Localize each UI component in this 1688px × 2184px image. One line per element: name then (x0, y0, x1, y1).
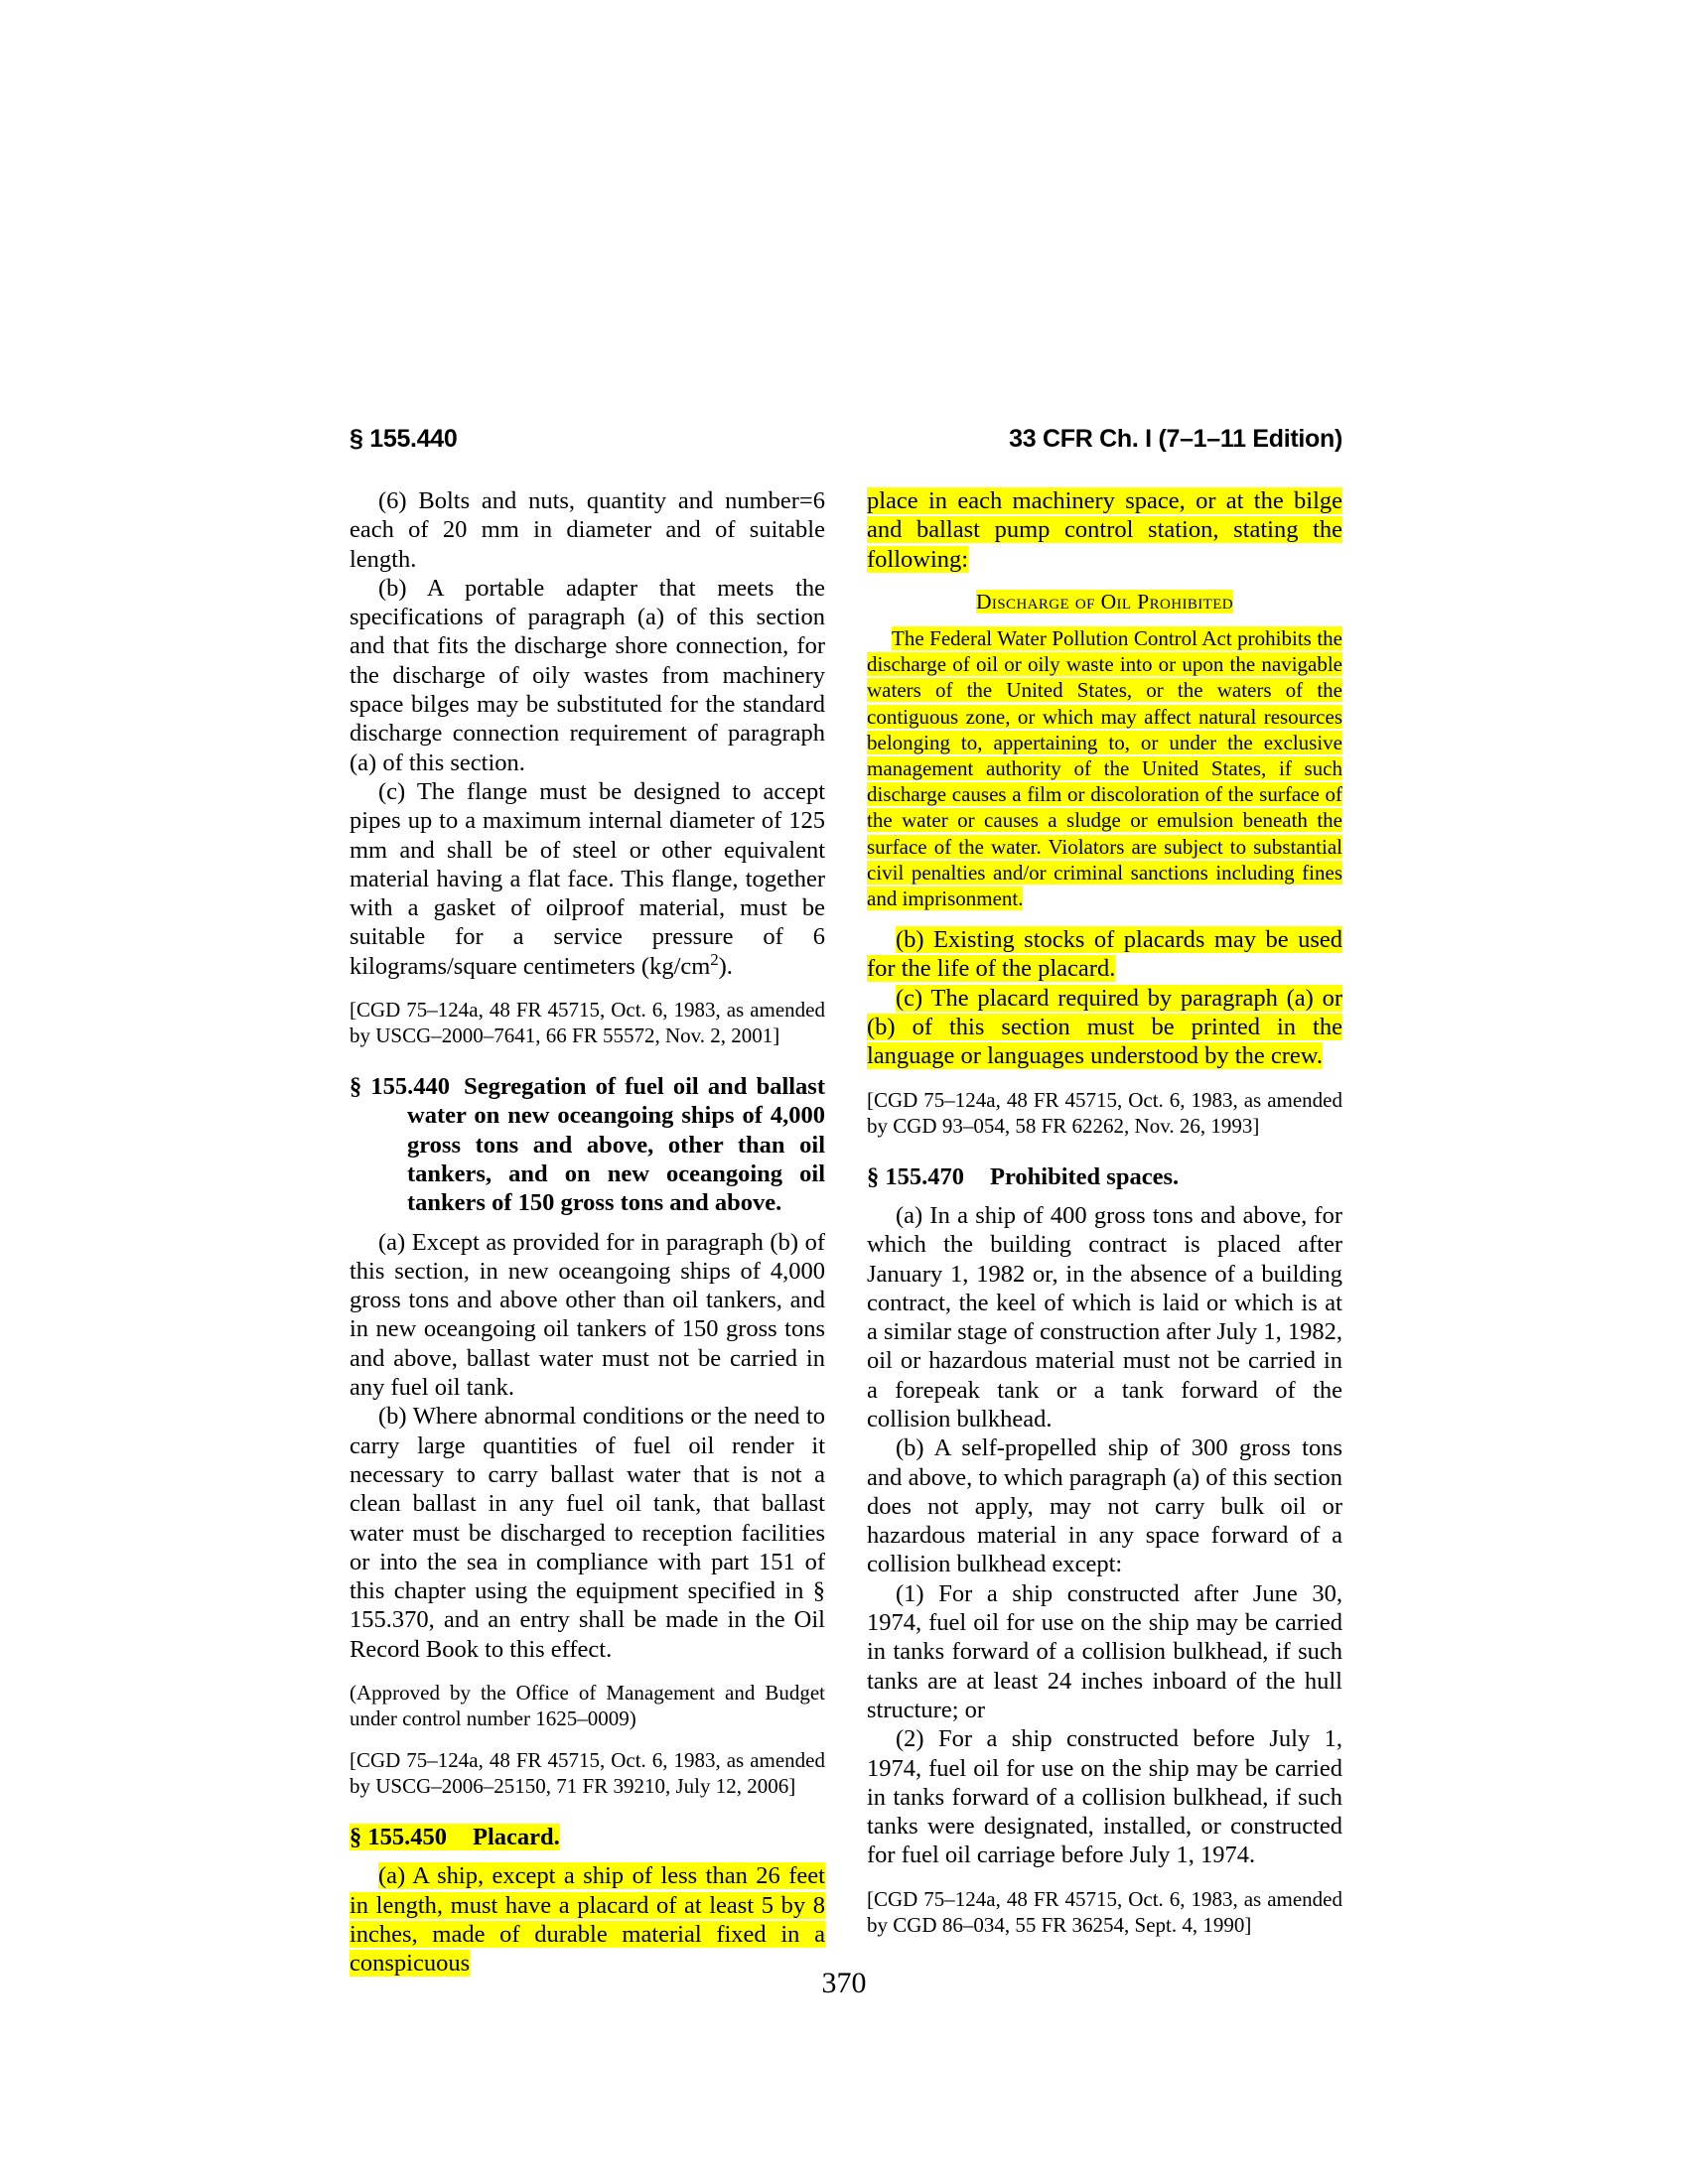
page-folio: 370 (821, 1967, 867, 1999)
paragraph-450-b-text: (b) Existing stocks of placards may be used for the life of the placard. (867, 926, 1342, 983)
running-head (350, 425, 1342, 459)
citation-155-430: [CGD 75–124a, 48 FR 45715, Oct. 6, 1983, as amended by USCG–2000–7641, 66 FR 55572, Nov. 2, 2001] (350, 998, 825, 1048)
section-title-155-450: Placard. (473, 1823, 560, 1850)
paragraph-b: (b) A portable adapter that meets the specifications of paragraph (a) of this section and that fits the discharge shore connection, for the discharge of oily wastes from machinery space bilges may be substituted for the standard discharge connection requirement of paragraph (a) of this section. (350, 574, 825, 776)
citation-155-470: [CGD 75–124a, 48 FR 45715, Oct. 6, 1983, as amended by CGD 86–034, 55 FR 36254, Sept. 4, 1990] (867, 1886, 1342, 1937)
paragraph-c-tail: ). (718, 952, 733, 980)
placard-title (867, 588, 1342, 615)
section-number-155-450: § 155.450 (350, 1824, 473, 1850)
placard-title-text: Discharge of Oil Prohibited (975, 589, 1234, 614)
paragraph-470-b: (b) A self-propelled ship of 300 gross tons and above, to which paragraph (a) of this section does not apply, may not carry bulk oil or hazardous material in any space forward of a collision bulkhead except: (867, 1434, 1342, 1578)
paragraph-c-text: (c) The flange must be designed to accept pipes up to a maximum internal diameter of 125 mm and shall be of steel or other equivalent material having a flat face. This flange, together with a gasket of oilproof material, must be suitable for a service pressure of 6 kilograms/square centimeters (kg/cm (350, 777, 825, 980)
paragraph-450-a-part1-text: (a) A ship, except a ship of less than 26 feet in length, must have a placard of at least 5 by 8 inches, made of durable material fixed in a conspicuous (350, 1862, 825, 1978)
paragraph-440-a: (a) Except as provided for in paragraph (b) of this section, in new oceangoing ships of 4,000 gross tons and above other than oil tankers, and in new oceangoing oil tankers of 150 gross tons and above, ballast water must not be carried in any fuel oil tank. (350, 1228, 825, 1402)
section-title-155-470: Prohibited spaces. (990, 1162, 1180, 1190)
running-head-section-number: § 155.440 (350, 425, 458, 453)
placard-body (867, 625, 1342, 911)
two-column-layout (350, 486, 1342, 1978)
paragraph-c-superscript: 2 (710, 949, 719, 969)
citation-155-450: [CGD 75–124a, 48 FR 45715, Oct. 6, 1983, as amended by CGD 93–054, 58 FR 62262, Nov. 26, 1993] (867, 1087, 1342, 1138)
section-title-155-440: Segregation of fuel oil and ballast water on new oceangoing ships of 4,000 gross tons and above, other than oil tankers, and on new oceangoing oil tankers of 150 gross tons and above. (407, 1073, 826, 1217)
paragraph-450-a-part2-text: place in each machinery space, or at the bilge and ballast pump control station, stating the following: (867, 487, 1342, 573)
section-heading-155-450 (350, 1823, 825, 1851)
paragraph-450-c (867, 984, 1342, 1071)
left-column (350, 486, 825, 1978)
paragraph-450-b (867, 925, 1342, 984)
section-number-155-440: § 155.440 (350, 1073, 451, 1101)
paragraph-440-b: (b) Where abnormal conditions or the need to carry large quantities of fuel oil render it necessary to carry ballast water that is not a clean ballast in any fuel oil tank, that ballast water must be discharged to reception facilities or into the sea in compliance with part 151 of this chapter using the equipment specified in § 155.370, and an entry shall be made in the Oil Record Book to this effect. (350, 1403, 825, 1663)
paragraph-c (350, 777, 825, 981)
citation-155-440: [CGD 75–124a, 48 FR 45715, Oct. 6, 1983, as amended by USCG–2006–25150, 71 FR 39210, July 12, 2006] (350, 1747, 825, 1798)
section-number-155-470: § 155.470 (867, 1162, 964, 1190)
paragraph-450-a-part2 (867, 486, 1342, 574)
paragraph-470-b2: (2) For a ship constructed before July 1, 1974, fuel oil for use on the ship may be carried in tanks forward of a collision bulkhead, if such tanks were designated, installed, or constructed for fuel oil carriage before July 1, 1974. (867, 1725, 1342, 1869)
paragraph-a6: (6) Bolts and nuts, quantity and number=6 each of 20 mm in diameter and of suitable length. (350, 487, 825, 573)
right-column (867, 486, 1342, 1954)
paragraph-470-b1: (1) For a ship constructed after June 30, 1974, fuel oil for use on the ship may be carried in tanks forward of a collision bulkhead, if such tanks are at least 24 inches inboard of the hull structure; or (867, 1579, 1342, 1723)
paragraph-450-a-part1 (350, 1861, 825, 1978)
section-heading-155-470 (867, 1162, 1342, 1191)
placard-body-text: The Federal Water Pollution Control Act prohibits the discharge of oil or oily waste into or upon the navigable waters of the United States, or the waters of the contiguous zone, or which may affect natural resources belonging to, appertaining to, or under the exclusive management authority of the United States, if such discharge causes a film or discoloration of the surface of the water or causes a sludge or emulsion beneath the surface of the water. Violators are subject to substantial civil penalties and/or criminal sanctions including fines and imprisonment. (867, 625, 1342, 910)
running-head-publication: 33 CFR Ch. I (7–1–11 Edition) (1009, 425, 1342, 453)
omb-approval-note: (Approved by the Office of Management and Budget under control number 1625–0009) (350, 1680, 825, 1730)
page-content (350, 425, 1342, 1978)
section-heading-155-440 (350, 1072, 825, 1217)
paragraph-470-a: (a) In a ship of 400 gross tons and above, for which the building contract is placed after January 1, 1982 or, in the absence of a building contract, the keel of which is laid or which is at a similar stage of construction after July 1, 1982, oil or hazardous material must not be carried in a forepeak tank or a tank forward of the collision bulkhead. (867, 1201, 1342, 1433)
paragraph-450-c-text: (c) The placard required by paragraph (a) or (b) of this section must be printed in the language or languages understood by the crew. (867, 984, 1342, 1070)
